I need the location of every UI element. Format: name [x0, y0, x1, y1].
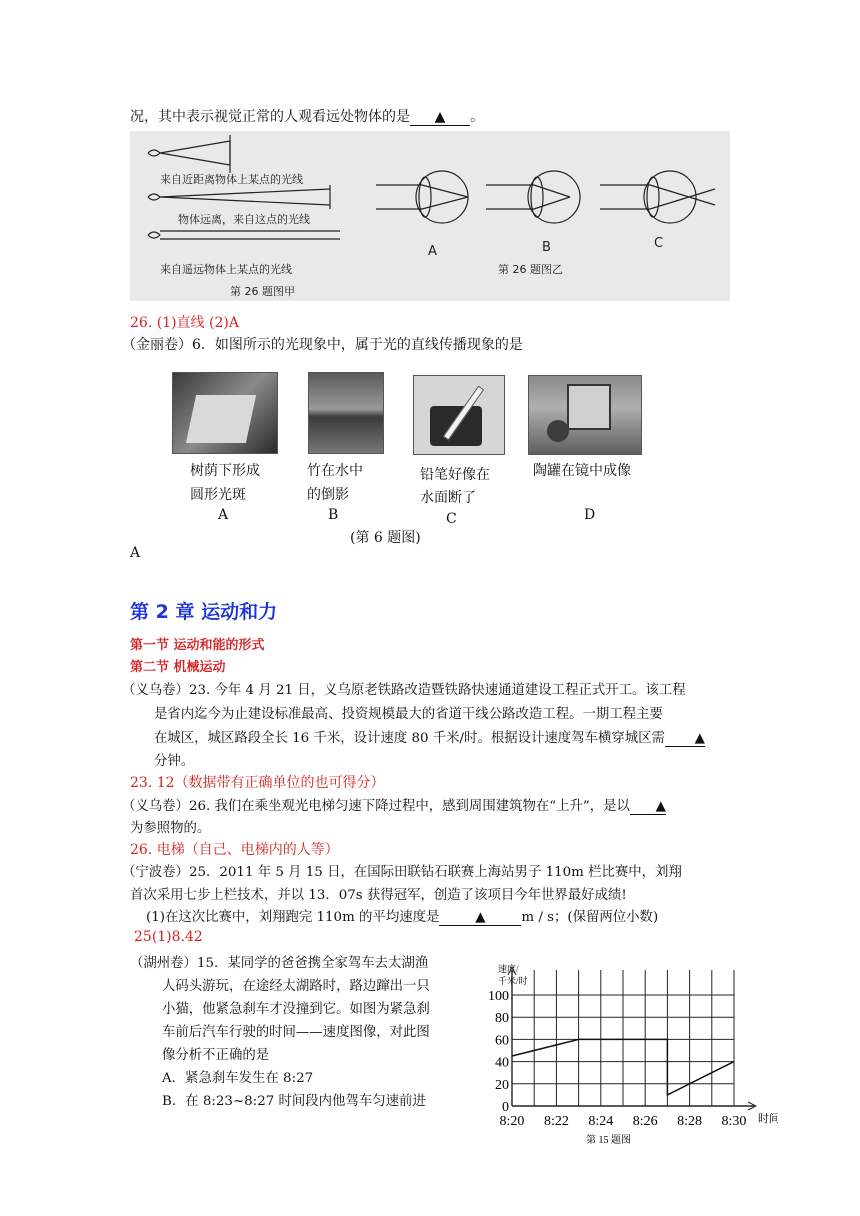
q26-answer: 26. (1)直线 (2)A — [130, 315, 239, 331]
fig26-yi-letter: A — [428, 244, 437, 259]
option-a-letter: A — [218, 507, 229, 523]
yiwu23-line3-text: 在城区，城区路段全长 16 千米，设计速度 80 千米/时。根据设计速度驾车横穿城区需 — [154, 731, 665, 746]
ningbo25-line3 — [146, 906, 658, 926]
eye-icon — [148, 232, 160, 238]
yiwu23-line3 — [154, 727, 705, 747]
fig26-yi-letter: C — [654, 236, 664, 251]
huzhou15-line3: 小猫，他紧急刹车才没撞到它。如图为紧急刹 — [162, 1002, 430, 1017]
answer-blank — [630, 799, 666, 815]
answer-blank — [665, 731, 705, 747]
eye-icon — [148, 194, 160, 200]
jar — [547, 420, 569, 442]
photo-bamboo-reflection — [308, 372, 384, 454]
rays-a — [376, 185, 468, 209]
yiwu26-line1 — [122, 795, 666, 815]
yiwu23-answer: 23. 12（数据带有正确单位的也可得分） — [130, 775, 385, 791]
huzhou15-line1: （湖州卷）15．某同学的爸爸携全家驾车去太湖渔 — [130, 956, 429, 971]
fig26-yi-caption: 第 26 题图乙 — [498, 263, 563, 276]
fig26-jia-caption: 第 26 题图甲 — [230, 285, 295, 298]
y-tick-label: 0 — [502, 1100, 509, 1115]
fig26-jia-label: 来自近距离物体上某点的光线 — [160, 173, 303, 186]
ningbo25-line1: （宁波卷）25．2011 年 5 月 15 日，在国际田联钻石联赛上海站男子 110m 栏比赛中，刘翔 — [122, 865, 682, 880]
blank-marker: ▲ — [434, 109, 446, 125]
option-c-line2: 水面断了 — [420, 490, 476, 506]
yiwu23-line4: 分钟。 — [154, 754, 195, 769]
photo-shadow-spots — [172, 372, 278, 454]
answer-blank — [410, 109, 470, 126]
fig26-yi-letter: B — [542, 240, 551, 255]
section-1-title: 第一节 运动和能的形式 — [130, 638, 265, 653]
option-b-line2: 的倒影 — [307, 487, 349, 503]
y-axis-label: 速度/ — [498, 964, 519, 974]
ningbo25-line3-unit: m / s；(保留两位小数) — [521, 910, 659, 925]
eye-icon — [528, 171, 580, 223]
q26-intro-line — [130, 106, 484, 126]
option-d-line1: 陶罐在镜中成像 — [533, 463, 631, 479]
y-tick-label: 100 — [488, 989, 509, 1004]
yiwu23-line1: （义乌卷）23. 今年 4 月 21 日，义乌原老铁路改造暨铁路快速通道建设工程正式开工。该工程 — [122, 683, 686, 698]
photo-pencil-in-water — [413, 375, 505, 455]
fig26-jia-label: 物体远离，来自这点的光线 — [178, 213, 310, 226]
y-tick-label: 20 — [495, 1077, 509, 1093]
near-rays — [160, 141, 230, 165]
blank-marker: ▲ — [655, 799, 666, 814]
blank-marker: ▲ — [694, 731, 705, 746]
far-rays — [160, 231, 340, 239]
x-tick-label: 8:26 — [632, 1114, 658, 1129]
option-a-line1: 树荫下形成 — [190, 463, 260, 479]
blank-marker: ▲ — [475, 910, 486, 925]
y-tick-label: 60 — [495, 1033, 509, 1049]
x-tick-label: 8:24 — [588, 1114, 614, 1129]
speed-time-chart — [478, 960, 778, 1150]
x-tick-label: 8:30 — [721, 1114, 747, 1129]
y-tick-label: 40 — [495, 1055, 509, 1071]
mid-rays — [160, 185, 330, 209]
ningbo25-answer: 25(1)8.42 — [134, 929, 203, 945]
option-a-line2: 圆形光斑 — [190, 487, 246, 503]
jinli-question: （金丽卷）6．如图所示的光现象中，属于光的直线传播现象的是 — [122, 337, 523, 353]
chart-svg — [478, 960, 778, 1150]
option-b-letter: B — [328, 507, 339, 523]
yiwu23-line2: 是省内迄今为止建设标准最高、投资规模最大的省道干线公路改造工程。一期工程主要 — [154, 707, 663, 722]
rays-c — [600, 185, 715, 209]
huzhou15-line5: 像分析不正确的是 — [162, 1048, 270, 1063]
x-tick-label: 8:22 — [543, 1114, 569, 1129]
chart-grid — [508, 967, 756, 1110]
option-c-letter: C — [446, 511, 457, 527]
x-axis-label: 时间 — [758, 1113, 778, 1125]
x-tick-label: 8:20 — [499, 1114, 525, 1129]
eye-diagram — [130, 131, 730, 301]
ningbo25-line3-text: (1)在这次比赛中，刘翔跑完 110m 的平均速度是 — [146, 910, 440, 925]
eye-icon — [416, 171, 468, 223]
x-tick-labels — [500, 1114, 747, 1129]
y-tick-label: 80 — [495, 1011, 509, 1027]
ningbo25-line2: 首次采用七步上栏技术，并以 13．07s 获得冠军，创造了该项目今年世界最好成绩! — [130, 888, 627, 903]
figure-6-caption: (第 6 题图) — [350, 530, 421, 546]
y-axis-label: 千米/时 — [498, 976, 528, 986]
option-d-letter: D — [584, 507, 596, 523]
photo-jar-in-mirror — [528, 375, 642, 455]
y-tick-labels — [488, 989, 509, 1115]
option-c-line1: 铅笔好像在 — [420, 467, 490, 483]
q26-intro-end: 。 — [470, 109, 484, 125]
answer-blank — [439, 910, 521, 926]
mirror — [567, 384, 611, 430]
fig26-jia-label: 来自遥远物体上某点的光线 — [160, 263, 292, 276]
section-2-title: 第二节 机械运动 — [130, 660, 226, 675]
option-b-line1: 竹在水中 — [307, 463, 363, 479]
huzhou15-line4: 车前后汽车行驶的时间——速度图像，对此图 — [162, 1025, 430, 1040]
huzhou15-line2: 人码头游玩，在途经太湖路时，路边蹿出一只 — [162, 979, 430, 994]
x-tick-label: 8:28 — [677, 1114, 703, 1129]
jinli-answer: A — [130, 545, 141, 561]
yiwu26-answer: 26. 电梯（自己、电梯内的人等） — [130, 842, 339, 858]
huzhou15-option-b: B．在 8:23~8:27 时间段内他驾车匀速前进 — [162, 1094, 426, 1109]
chart-caption: 第 15 题图 — [586, 1135, 631, 1146]
q26-intro-text: 况，其中表示视觉正常的人观看远处物体的是 — [130, 109, 410, 125]
yiwu26-line1-text: （义乌卷）26. 我们在乘坐观光电梯匀速下降过程中，感到周围建筑物在“上升”，是以 — [122, 799, 630, 814]
figure-26 — [130, 131, 730, 301]
paper-sheet — [186, 395, 256, 443]
chapter-title: 第 2 章 运动和力 — [130, 601, 278, 623]
huzhou15-option-a: A．紧急刹车发生在 8:27 — [162, 1071, 314, 1086]
eye-icon — [148, 150, 160, 156]
yiwu26-line2: 为参照物的。 — [130, 821, 211, 836]
